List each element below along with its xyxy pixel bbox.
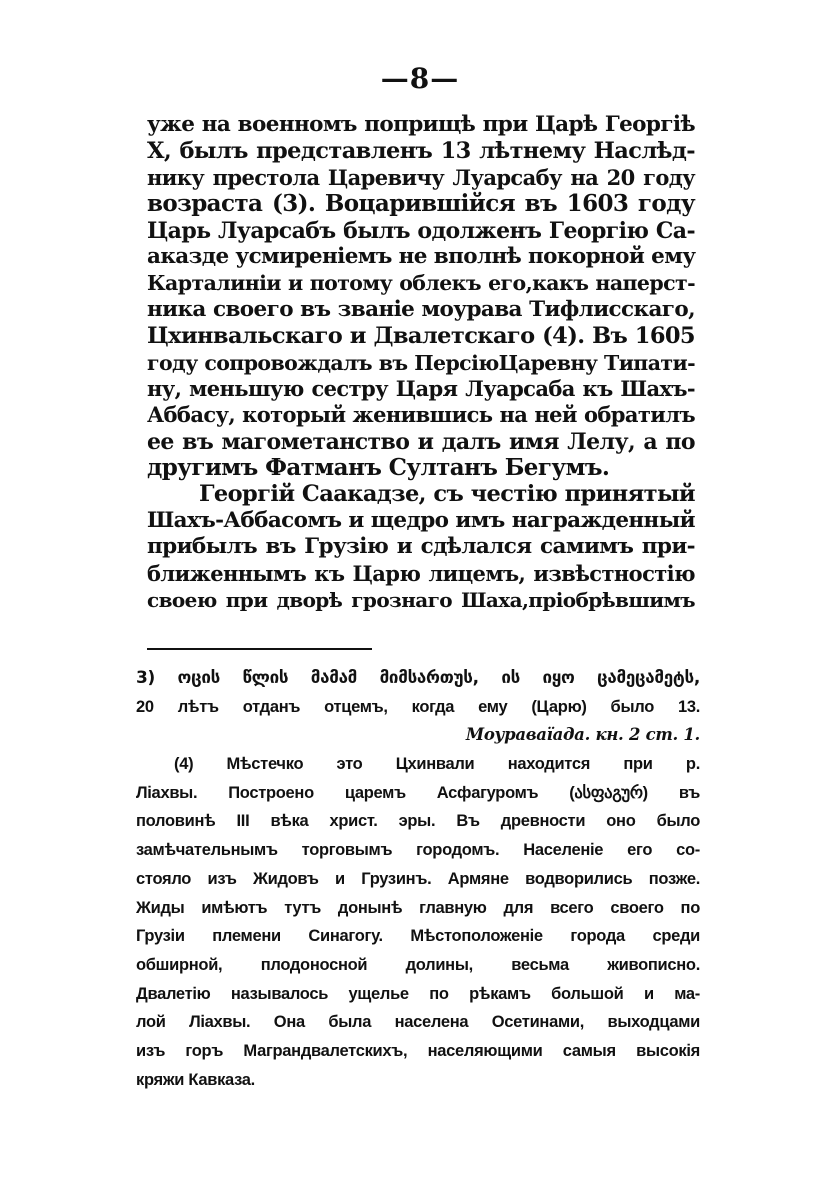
text-line: Георгій Саакадзе, съ честію принятый	[199, 481, 695, 508]
text-line: ника своего въ званіе моурава Тифлисскаго,	[147, 296, 695, 322]
footnote-line: половинѣ III вѣка христ. эры. Въ древности оно было	[136, 812, 700, 831]
text-line: Аббасу, который женившись на ней обратилъ	[147, 402, 695, 428]
text-line: нику престола Царевичу Луарсабу на 20 году	[147, 164, 695, 190]
footnotes	[136, 664, 700, 1094]
text-line: ближеннымъ къ Царю лицемъ, извѣстностію	[147, 560, 695, 586]
text-line: году сопровождалъ въ ПерсіюЦаревну Типати-	[147, 350, 695, 375]
text-line: Царь Луарсабъ былъ одолженъ Георгію Са-	[147, 217, 695, 244]
footnote-line: (4) Мѣстечко это Цхинвали находится при р.	[174, 755, 700, 774]
footnote-line: обширной, плодоносной долины, весьма живописно.	[136, 955, 700, 974]
text-line: Цхинвальскаго и Двалетскаго (4). Въ 1605	[147, 323, 695, 350]
footnote-line: лой Ліахвы. Она была населена Осетинами, выходцами	[136, 1013, 700, 1032]
page-number: —8—	[380, 62, 460, 95]
footnote-line: Жиды имѣютъ тутъ донынѣ главную для всего своего по	[136, 898, 700, 917]
text-line: другимъ Фатманъ Султанъ Бегумъ.	[147, 454, 610, 482]
text-line: ну, меньшую сестру Царя Луарсаба къ Шахъ-	[147, 375, 695, 401]
footnote-line: стояло изъ Жидовъ и Грузинъ. Армяне водворились позже.	[136, 869, 700, 888]
text-line: Шахъ-Аббасомъ и щедро имъ награжденный	[147, 507, 695, 533]
text-line: Карталиніи и потому облекъ его,какъ наперст-	[147, 271, 695, 296]
text-line: своею при дворѣ грознаго Шаха,пріобрѣвшимъ	[147, 588, 695, 613]
footnote-line: замѣчательнымъ торговымъ городомъ. Населеніе его со-	[136, 841, 700, 860]
footnote-line: изъ горъ Маграндвалетскихъ, населяющими самыя высокія	[136, 1041, 700, 1060]
footnote-divider	[147, 648, 372, 650]
footnote-line: Грузіи племени Синагогу. Мѣстоположеніе города среди	[136, 927, 700, 946]
footnote-line: 20 лѣтъ отданъ отцемъ, когда ему (Царю) было 13.	[136, 697, 700, 716]
footnote-line: кряжи Кавказа.	[136, 1070, 255, 1089]
text-line: Х, былъ представленъ 13 лѣтнему Наслѣд-	[147, 138, 695, 165]
footnote-line: Ліахвы. Построено царемъ Асфагуромъ (ასფაგურ) въ	[136, 783, 700, 802]
footnote-line: 3) ოცის წლის მამამ მიმსართუს, ის იყო ცამეცამეტს,	[136, 668, 700, 688]
footnote-line: Двалетію называлось ущелье по рѣкамъ большой и ма-	[136, 984, 700, 1003]
text-line: прибылъ въ Грузію и сдѣлался самимъ при-	[147, 534, 695, 560]
footnote-citation: Моураваїада. кн. 2 ст. 1.	[465, 725, 700, 745]
text-line: возраста (3). Воцарившійся въ 1603 году	[147, 190, 695, 218]
text-line: аказде усмиреніемъ не вполнѣ покорной ему	[147, 243, 696, 269]
text-line: уже на военномъ поприщѣ при Царѣ Георгіѣ	[147, 112, 695, 137]
text-line: ее въ магометанство и далъ имя Лелу, а по	[147, 428, 695, 455]
main-text	[147, 112, 695, 613]
